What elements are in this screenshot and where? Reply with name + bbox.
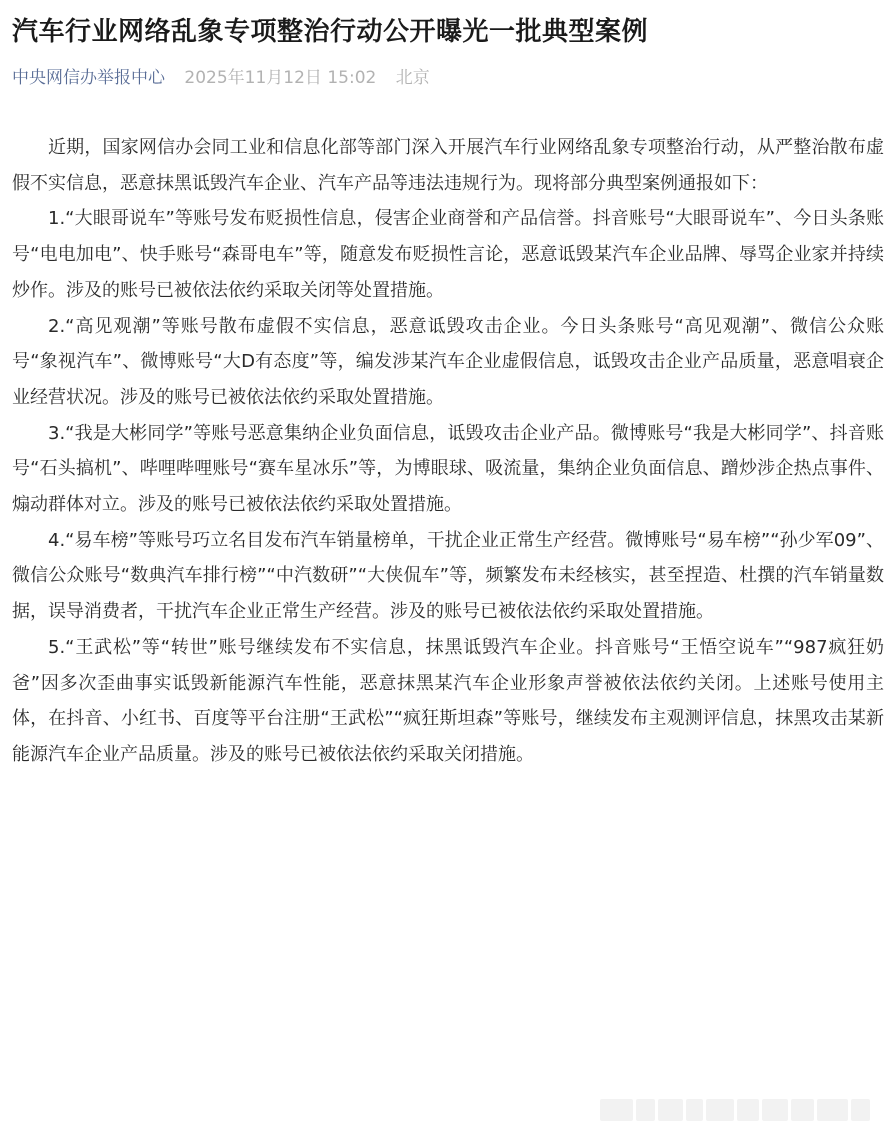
case-paragraph-2: 2.“高见观潮”等账号散布虚假不实信息，恶意诋毁攻击企业。今日头条账号“高见观潮”、微信公众账号“象视汽车”、微博账号“大D有态度”等，编发涉某汽车企业虚假信息，诋毁攻击企业产品质量，恶意唱衰企业经营状况。涉及的账号已被依法依约采取处置措施。 xyxy=(12,315,884,408)
case-paragraph-1: 1.“大眼哥说车”等账号发布贬损性信息，侵害企业商誉和产品信誉。抖音账号“大眼哥说车”、今日头条账号“电电加电”、快手账号“森哥电车”等，随意发布贬损性言论，恶意诋毁某汽车企业品牌、辱骂企业家并持续炒作。涉及的账号已被依法依约采取关闭等处置措施。 xyxy=(12,208,884,301)
intro-paragraph: 近期，国家网信办会同工业和信息化部等部门深入开展汽车行业网络乱象专项整治行动，从严整治散布虚假不实信息，恶意抹黑诋毁汽车企业、汽车产品等违法违规行为。现将部分典型案例通报如下： xyxy=(12,137,884,194)
source-link[interactable]: 中央网信办举报中心 xyxy=(12,68,165,88)
article-meta xyxy=(12,66,884,90)
case-paragraph-5: 5.“王武松”等“转世”账号继续发布不实信息，抹黑诋毁汽车企业。抖音账号“王悟空说车”“987疯狂奶爸”因多次歪曲事实诋毁新能源汽车性能，恶意抹黑某汽车企业形象声誉被依法依约关闭。上述账号使用主体，在抖音、小红书、百度等平台注册“王武松”“疯狂斯坦森”等账号，继续发布主观测评信息，抹黑攻击某新能源汽车企业产品质量。涉及的账号已被依法依约采取关闭措施。 xyxy=(12,636,884,765)
article xyxy=(12,14,884,773)
publish-location: 北京 xyxy=(395,68,430,88)
watermark xyxy=(600,1097,870,1123)
article-title: 汽车行业网络乱象专项整治行动公开曝光一批典型案例 xyxy=(12,17,649,47)
case-paragraph-3: 3.“我是大彬同学”等账号恶意集纳企业负面信息，诋毁攻击企业产品。微博账号“我是大彬同学”、抖音账号“石头搞机”、哔哩哔哩账号“赛车星冰乐”等，为博眼球、吸流量，集纳企业负面信息、蹭炒涉企热点事件、煽动群体对立。涉及的账号已被依法依约采取处置措施。 xyxy=(12,422,884,516)
case-paragraph-4: 4.“易车榜”等账号巧立名目发布汽车销量榜单，干扰企业正常生产经营。微博账号“易车榜”“孙少军09”、微信公众账号“数典汽车排行榜”“中汽数研”“大侠侃车”等，频繁发布未经核实，甚至捏造、杜撰的汽车销量数据，误导消费者，干扰汽车企业正常生产经营。涉及的账号已被依法依约采取处置措施。 xyxy=(12,529,884,623)
publish-date: 2025年11月12日 15:02 xyxy=(184,68,377,88)
article-body xyxy=(12,130,884,773)
